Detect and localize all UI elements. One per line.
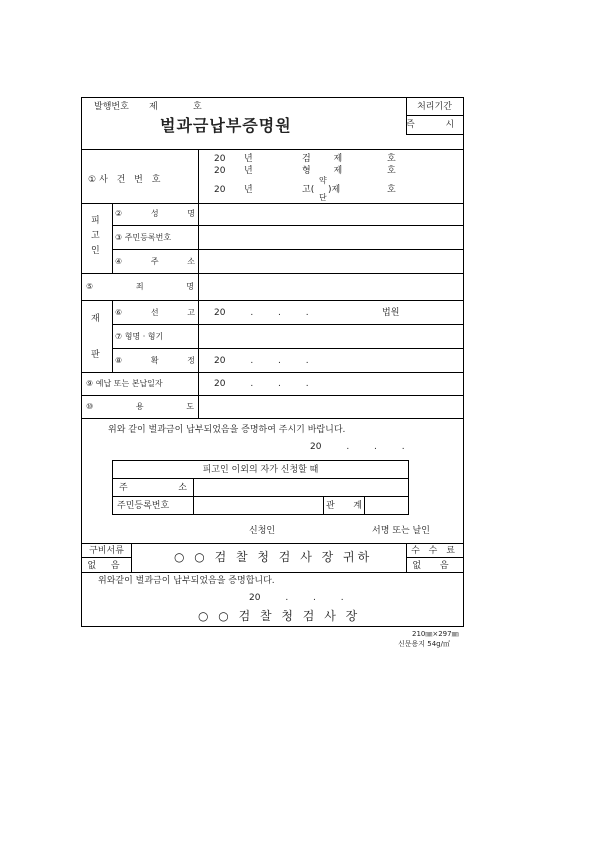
case-line3-type-suffix: )제 (328, 185, 341, 195)
case-line2-year-suffix: 년 (244, 166, 253, 176)
processing-period-value: 즉 시 (406, 120, 469, 130)
trial-sentence-value: 20 . . . (214, 308, 309, 318)
paper-size-note: 210㎜×297㎜ (412, 630, 459, 638)
docs-value: 없 음 (87, 561, 126, 571)
other-relation-label: 관 계 (326, 501, 362, 511)
defendant-group-char-1: 피 (91, 216, 100, 226)
other-rrn-label: 주민등록번호 (117, 501, 170, 511)
trial-court-label: 법원 (382, 308, 400, 318)
trial-final-value: 20 . . . (214, 356, 309, 366)
defendant-name-field[interactable] (199, 204, 463, 225)
case-number-label: ①사 건 번 호 (88, 175, 164, 185)
defendant-rrn-label: ③ 주민등록번호 (115, 233, 172, 242)
fee-value: 없 음 (412, 561, 457, 571)
cert-text: 위와같이 벌과금이 납부되었음을 증명합니다. (98, 576, 275, 586)
case-line2-year: 20 (214, 166, 226, 176)
trial-final-label: ⑧ 확 정 (115, 356, 195, 365)
case-line2-ho: 호 (387, 166, 396, 176)
paper-type-note: 신문용지 54g/㎡ (398, 640, 450, 648)
request-date: 20 . . . (310, 442, 405, 452)
case-line3-type-bottom: 단 (319, 193, 327, 202)
sign-label: 서명 또는 날인 (372, 526, 430, 536)
cert-date: 20 . . . (249, 593, 344, 603)
defendant-address-field[interactable] (199, 250, 463, 273)
defendant-name-label: ② 성 명 (115, 209, 195, 218)
trial-penalty-label: ⑦ 형명 · 형기 (115, 332, 164, 341)
case-line1-ho: 호 (387, 154, 396, 164)
trial-group-char-1: 재 (91, 314, 100, 324)
defendant-group-char-3: 인 (91, 246, 100, 256)
offense-label: ⑤ 죄 명 (86, 282, 194, 291)
other-table-title: 피고인 이외의 자가 신청할 때 (202, 465, 319, 475)
defendant-address-label: ④ 주 소 (115, 257, 195, 266)
offense-field[interactable] (199, 274, 463, 300)
case-line3-year-suffix: 년 (244, 185, 253, 195)
trial-sentence-label: ⑥ 선 고 (115, 308, 195, 317)
processing-period-label: 처리기간 (417, 102, 452, 112)
issue-number-label: 발행번호 (94, 102, 129, 112)
other-applicant-table (112, 460, 409, 515)
other-address-label: 주 소 (119, 483, 187, 493)
case-line2-type: 형 제 (302, 166, 353, 176)
request-text: 위와 같이 벌과금이 납부되었음을 증명하여 주시기 바랍니다. (108, 425, 346, 435)
docs-label: 구비서류 (89, 546, 124, 556)
addressee: ○ ○ 검 찰 청 검 사 장 귀하 (174, 550, 373, 564)
trial-group-char-2: 판 (91, 350, 100, 360)
case-line3-year: 20 (214, 185, 226, 195)
defendant-group-char-2: 고 (91, 231, 100, 241)
page-title: 벌과금납부증명원 (160, 116, 292, 135)
case-line3-ho: 호 (387, 185, 396, 195)
case-line1-year: 20 (214, 154, 226, 164)
case-line1-year-suffix: 년 (244, 154, 253, 164)
issuer: ○ ○ 검 찰 청 검 사 장 (198, 609, 361, 623)
certificate-form (81, 97, 469, 627)
defendant-rrn-field[interactable] (199, 226, 463, 249)
purpose-field[interactable] (199, 396, 463, 418)
case-line1-type: 검 제 (302, 154, 353, 164)
issue-je: 제 (149, 102, 158, 112)
purpose-label: ⑩ 용 도 (86, 402, 194, 411)
issue-ho: 호 (193, 102, 202, 112)
case-line3-type-top: 약 (319, 176, 327, 185)
payment-date-value: 20 . . . (214, 379, 309, 389)
payment-date-label: ⑨ 예납 또는 본납일자 (86, 379, 163, 388)
fee-label: 수 수 료 (411, 546, 458, 556)
applicant-label: 신청인 (249, 526, 276, 536)
case-line3-type-prefix: 고( (302, 185, 315, 195)
